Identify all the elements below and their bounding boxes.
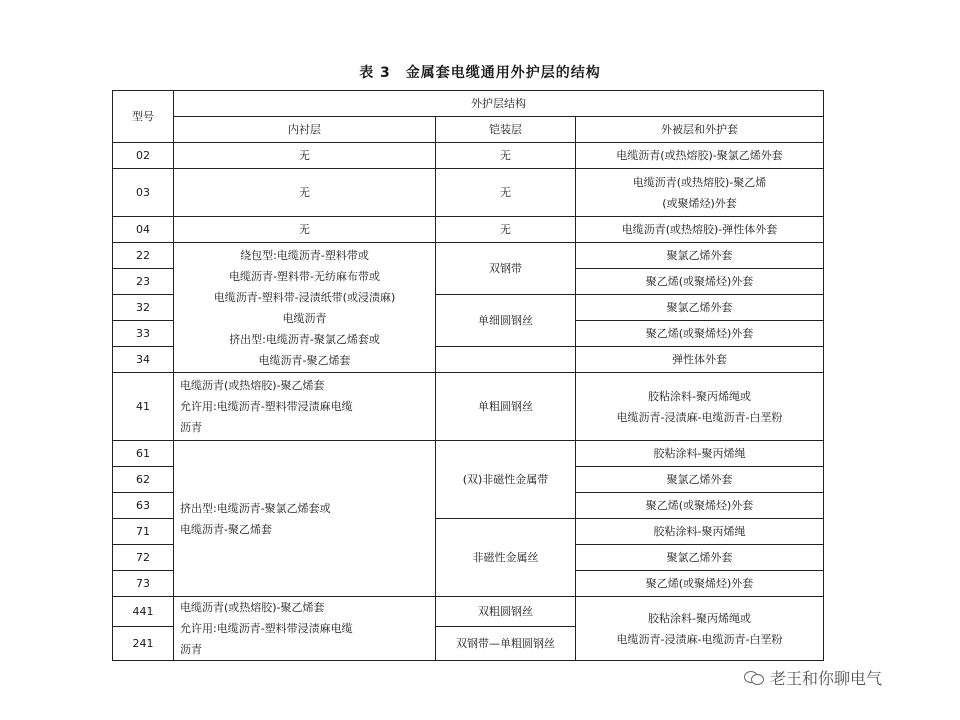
cell-line: 沥青 <box>180 643 202 656</box>
table-row <box>113 169 824 217</box>
cell-line: 电缆沥青-聚乙烯套 <box>180 522 272 536</box>
inner-cell <box>174 597 436 661</box>
outer-cell: 电缆沥青(或热熔胶)-弹性体外套 <box>576 217 824 243</box>
cell-line: 电缆沥青-浸渍麻-电缆沥青-白垩粉 <box>616 410 783 424</box>
cell-line: 电缆沥青-聚乙烯套 <box>258 353 351 367</box>
table-row <box>113 143 824 169</box>
outer-cell: 胶粘涂料-聚丙烯绳 <box>576 519 824 545</box>
cell-line: 电缆沥青(或热熔胶)-聚乙烯套 <box>180 601 325 614</box>
model-cell: 34 <box>113 347 174 373</box>
model-cell: 33 <box>113 321 174 347</box>
inner-cell: 无 <box>174 143 436 169</box>
outer-cell: 聚乙烯(或聚烯烃)外套 <box>576 493 824 519</box>
model-cell: 61 <box>113 441 174 467</box>
armor-cell: 单细圆钢丝 <box>436 295 576 347</box>
table-row <box>113 597 824 627</box>
table-row <box>113 373 824 441</box>
cell-line: 允许用:电缆沥青-塑料带浸渍麻电缆 <box>180 400 353 413</box>
armor-cell: 无 <box>436 217 576 243</box>
outer-cell: 胶粘涂料-聚丙烯绳 <box>576 441 824 467</box>
cell-line: 电缆沥青-塑料带-浸渍纸带(或浸渍麻) <box>213 290 396 304</box>
cell-line: 电缆沥青(或热熔胶)-聚乙烯套 <box>180 379 325 392</box>
model-cell: 71 <box>113 519 174 545</box>
header-outer-layer: 外被层和外护套 <box>576 117 824 143</box>
watermark <box>740 664 886 690</box>
header-armor-layer: 铠装层 <box>436 117 576 143</box>
model-cell: 03 <box>113 169 174 217</box>
inner-cell: 无 <box>174 217 436 243</box>
outer-cell: 聚氯乙烯外套 <box>576 295 824 321</box>
model-cell: 23 <box>113 269 174 295</box>
model-cell: 41 <box>113 373 174 441</box>
header-inner-layer: 内衬层 <box>174 117 436 143</box>
model-cell: 04 <box>113 217 174 243</box>
outer-cell: 电缆沥青(或热熔胶)-聚氯乙烯外套 <box>576 143 824 169</box>
outer-cell: 聚氯乙烯外套 <box>576 545 824 571</box>
inner-cell <box>174 441 436 597</box>
cell-line: 挤出型:电缆沥青-聚氯乙烯套或 <box>180 501 331 515</box>
model-cell: 63 <box>113 493 174 519</box>
outer-cell <box>576 373 824 441</box>
wechat-icon <box>744 669 764 685</box>
inner-cell: 无 <box>174 169 436 217</box>
armor-cell-empty <box>436 347 576 373</box>
model-cell: 22 <box>113 243 174 269</box>
header-structure: 外护层结构 <box>174 91 824 117</box>
model-cell: 32 <box>113 295 174 321</box>
model-cell: 441 <box>113 597 174 627</box>
cell-line: 允许用:电缆沥青-塑料带浸渍麻电缆 <box>180 622 353 635</box>
watermark-text: 老王和你聊电气 <box>770 668 883 688</box>
table-row <box>113 217 824 243</box>
armor-cell: 双钢带—单粗圆钢丝 <box>436 627 576 661</box>
model-cell: 02 <box>113 143 174 169</box>
outer-sheath-structure-table <box>112 90 824 661</box>
cell-line: 胶粘涂料-聚丙烯绳或 <box>648 389 751 403</box>
cell-line: (或聚烯烃)外套 <box>662 196 737 210</box>
armor-cell: 双粗圆钢丝 <box>436 597 576 627</box>
armor-cell: 单粗圆钢丝 <box>436 373 576 441</box>
cell-line: 电缆沥青-塑料带-无纺麻布带或 <box>229 269 380 283</box>
armor-cell: (双)非磁性金属带 <box>436 441 576 519</box>
outer-cell: 聚氯乙烯外套 <box>576 467 824 493</box>
model-cell: 62 <box>113 467 174 493</box>
model-cell: 73 <box>113 571 174 597</box>
header-row <box>113 91 824 117</box>
outer-cell: 聚乙烯(或聚烯烃)外套 <box>576 321 824 347</box>
outer-cell <box>576 169 824 217</box>
armor-cell: 双钢带 <box>436 243 576 295</box>
outer-cell <box>576 597 824 661</box>
cell-line: 电缆沥青 <box>282 311 327 325</box>
model-cell: 72 <box>113 545 174 571</box>
outer-cell: 弹性体外套 <box>576 347 824 373</box>
armor-cell: 无 <box>436 143 576 169</box>
cell-line: 沥青 <box>180 421 202 434</box>
outer-cell: 聚乙烯(或聚烯烃)外套 <box>576 269 824 295</box>
cell-line: 电缆沥青-浸渍麻-电缆沥青-白垩粉 <box>616 632 783 646</box>
outer-cell: 聚乙烯(或聚烯烃)外套 <box>576 571 824 597</box>
outer-cell: 聚氯乙烯外套 <box>576 243 824 269</box>
cell-line: 电缆沥青(或热熔胶)-聚乙烯 <box>632 175 767 189</box>
armor-cell: 无 <box>436 169 576 217</box>
table-caption: 表 3 金属套电缆通用外护层的结构 <box>359 65 601 81</box>
cell-line: 胶粘涂料-聚丙烯绳或 <box>648 611 751 625</box>
cell-line: 挤出型:电缆沥青-聚氯乙烯套或 <box>229 332 380 346</box>
table-row <box>113 441 824 467</box>
header-model: 型号 <box>113 91 174 143</box>
inner-cell <box>174 373 436 441</box>
subheader-row <box>113 117 824 143</box>
model-cell: 241 <box>113 627 174 661</box>
armor-cell: 非磁性金属丝 <box>436 519 576 597</box>
cell-line: 绕包型:电缆沥青-塑料带或 <box>240 248 369 262</box>
inner-cell <box>174 243 436 373</box>
table-row <box>113 243 824 269</box>
